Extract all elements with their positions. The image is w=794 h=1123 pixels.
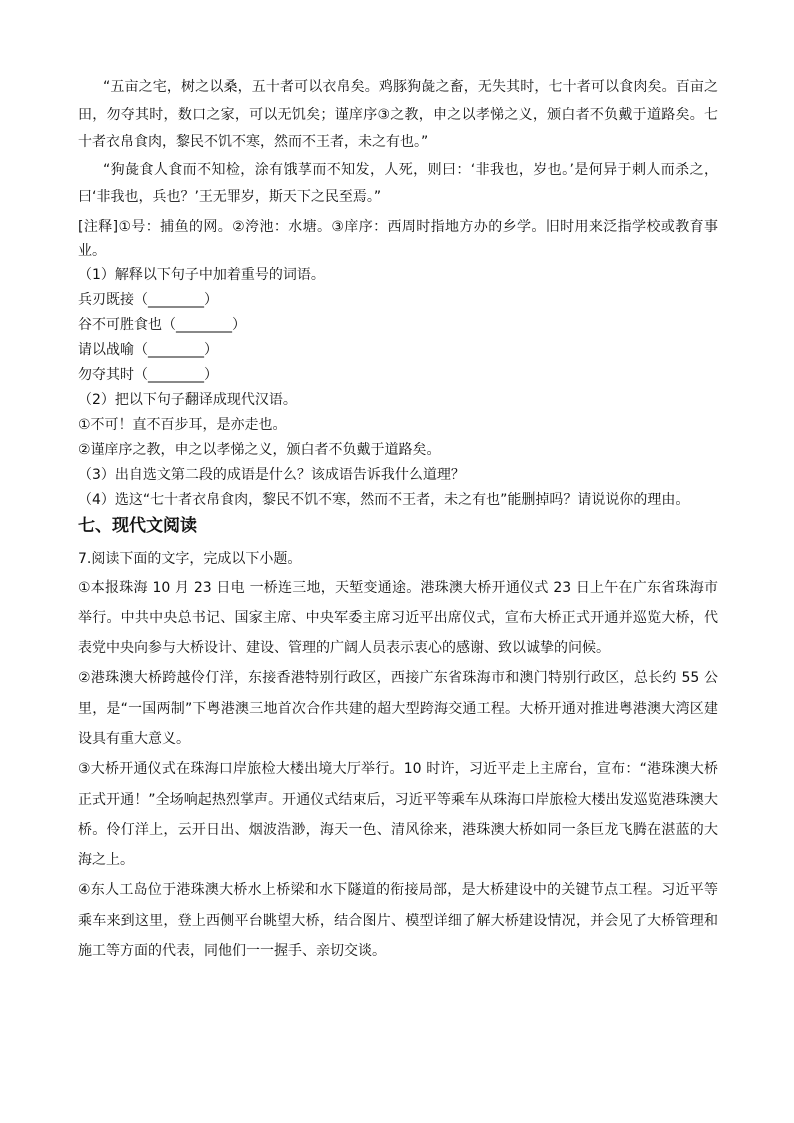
- question-1-item: 勿夺其时（________）: [78, 366, 218, 383]
- section-heading: 七、现代文阅读: [78, 515, 197, 536]
- article-paragraph-2: ②港珠澳大桥跨越伶仃洋，东接香港特别行政区，西接广东省珠海市和澳门特别行政区，总长约 55 公里，是“一国两制”下粤港澳三地首次合作共建的超大型跨海交通工程。大桥开通对推进粤港澳大湾区建设具有重大意义。: [78, 670, 718, 747]
- annotation-note: [注释]①号：捕鱼的网。②洿池：水塘。③庠序：西周时指地方办的乡学。旧时用来泛指学校或教育事业。: [78, 218, 718, 259]
- article-paragraph-1: ①本报珠海 10 月 23 日电 一桥连三地，天堑变通途。港珠澳大桥开通仪式 23 日上午在广东省珠海市举行。中共中央总书记、国家主席、中央军委主席习近平出席仪式，宣布大桥正式开通并巡览大桥，代表党中央向参与大桥设计、建设、管理的广阔人员表示衷心的感谢、致以诚挚的问候。: [78, 579, 718, 657]
- question-2-title: （2）把以下句子翻译成现代汉语。: [78, 391, 297, 408]
- question-4: （4）选这“七十者衣帛食肉，黎民不饥不寒，然而不王者，未之有也”能删掉吗？请说说你的理由。: [78, 491, 690, 508]
- question-3: （3）出自选文第二段的成语是什么？该成语告诉我什么道理？: [78, 466, 465, 483]
- question-1-item: 兵刃既接（________）: [78, 291, 218, 308]
- article-paragraph-3: ③大桥开通仪式在珠海口岸旅检大楼出境大厅举行。10 时许，习近平走上主席台，宣布：“港珠澳大桥正式开通！”全场响起热烈掌声。开通仪式结束后，习近平等乘车从珠海口岸旅检大楼出发巡览港珠澳大桥。伶仃洋上，云开日出、烟波浩渺，海天一色、清风徐来，港珠澳大桥如同一条巨龙飞腾在湛蓝的大海之上。: [78, 761, 718, 869]
- question-2-item: ②谨庠序之教，申之以孝悌之义，颁白者不负戴于道路矣。: [78, 441, 441, 458]
- question-1-title: （1）解释以下句子中加着重号的词语。: [78, 266, 325, 283]
- passage-paragraph-2: “狗彘食人食而不知检，涂有饿莩而不知发，人死，则曰：‘非我也，岁也。’是何异于刺人而杀之，曰‘非我也，兵也？’王无罪岁，斯天下之民至焉。”: [78, 161, 718, 205]
- document-page: [78, 74, 718, 966]
- question-1-item: 谷不可胜食也（________）: [78, 316, 246, 333]
- passage-paragraph-1: “五亩之宅，树之以桑，五十者可以衣帛矣。鸡豚狗彘之畜，无失其时，七十者可以食肉矣。百亩之田，勿夺其时，数口之家，可以无饥矣；谨庠序③之教，申之以孝悌之义，颁白者不负戴于道路矣。七十者衣帛食肉，黎民不饥不寒，然而不王者，未之有也。”: [78, 79, 718, 150]
- article-paragraph-4: ④东人工岛位于港珠澳大桥水上桥梁和水下隧道的衔接局部，是大桥建设中的关键节点工程。习近平等乘车来到这里，登上西侧平台眺望大桥，结合图片、模型详细了解大桥建设情况，并会见了大桥管理和施工等方面的代表，同他们一一握手、亲切交谈。: [78, 882, 718, 960]
- question-1-item: 请以战喻（________）: [78, 341, 218, 358]
- question-2-item: ①不可！直不百步耳，是亦走也。: [78, 416, 287, 433]
- question-7-intro: 7.阅读下面的文字，完成以下小题。: [78, 550, 302, 567]
